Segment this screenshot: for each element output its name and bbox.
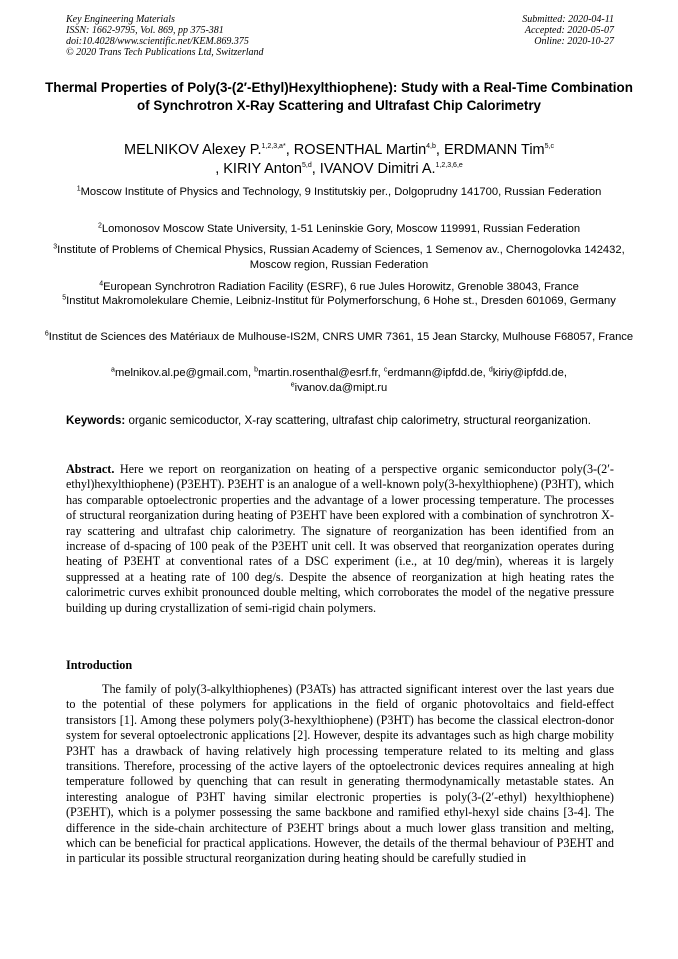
affiliation-text: Institut de Sciences des Matériaux de Mulhouse-IS2M, CNRS UMR 7361, 15 Jean Starcky, Mulhouse F68057, France (48, 331, 634, 343)
author-affil-sup: 5,d (302, 162, 312, 170)
affiliation-sup: 6 (44, 330, 49, 338)
author-affil-sup: 5,c (544, 143, 554, 151)
author-name: , IVANOV Dimitri A. (311, 161, 436, 177)
submitted-date: Submitted: 2020-04-11 (522, 14, 614, 25)
affiliation-text: Lomonosov Moscow State University, 1-51 Leninskie Gory, Moscow 119991, Russian Federation (101, 223, 581, 235)
author-name: , KIRIY Anton (215, 161, 302, 177)
affiliation-6 (40, 330, 638, 345)
email-sup: e (290, 381, 295, 389)
author-affil-sup: 1,2,3,6,e (435, 162, 463, 170)
affiliation-sup: 5 (62, 294, 67, 302)
journal-info (66, 14, 264, 58)
author-name: , ERDMANN Tim (435, 142, 545, 158)
journal-name: Key Engineering Materials (66, 14, 175, 25)
keywords-label: Keywords: (66, 414, 126, 427)
author-list (40, 141, 638, 179)
affiliation-text: Institut Makromolekulare Chemie, Leibniz-Institut für Polymerforschung, 6 Hohe st., Dresden 601069, Germany (66, 295, 616, 307)
introduction-text: The family of poly(3-alkylthiophenes) (P3ATs) has attracted significant interest over the last years due to the potential of these polymers for applications in the field of organic photovoltaics and field-effect transistors [1]. Among these polymers poly(3-hexylthiophene) (P3HT) has become the classical electron-donor system for several optoelectronic applications [2]. However, despite its advantages such as high charge mobility P3HT has a drawback of having relatively high processing temperature related to its melting and glass transitions. Therefore, processing of the active layers of the optoelectronic devices requires annealing at high temperature followed by quenching that can result in generating thermodynamically metastable states. An interesting analogue of P3HT having similar electronic properties is poly(3-(2′-ethyl) hexylthiophene) (P3EHT), which is a polymer possessing the same backbone and ramified ethyl-hexyl side chains [3-4]. The difference in the side-chain architecture of P3EHT brings about a much lower glass transition and melting, which can be beneficial for practical applications. However, the details of the thermal behaviour of P3EHT and in particular its possible structural reorganization during heating should be carefully studied in (66, 682, 614, 866)
affiliation-sup: 4 (99, 280, 104, 288)
keywords (66, 413, 614, 428)
submission-dates (522, 14, 614, 47)
affiliation-text: Institute of Problems of Chemical Physics, Russian Academy of Sciences, 1 Semenov av., Chernogolovka 142432, Moscow region, Russian Federation (57, 244, 625, 271)
journal-doi: doi:10.4028/www.scientific.net/KEM.869.375 (66, 36, 249, 47)
email-sup: d (488, 366, 493, 374)
author-affil-sup: 1,2,3,a* (261, 143, 286, 151)
journal-issn: ISSN: 1662-9795, Vol. 869, pp 375-381 (66, 25, 224, 36)
affiliation-sup: 3 (53, 243, 58, 251)
keywords-text: organic semicoductor, X-ray scattering, ultrafast chip calorimetry, structural reorganization. (125, 414, 591, 427)
email-sup: b (254, 366, 259, 374)
affiliation-2 (40, 222, 638, 237)
author-affil-sup: 4,b (426, 143, 436, 151)
affiliation-text: Moscow Institute of Physics and Technology, 9 Institutskiy per., Dolgoprudny 141700, Russian Federation (80, 186, 602, 198)
online-date: Online: 2020-10-27 (534, 36, 614, 47)
affiliation-sup: 1 (76, 185, 81, 193)
affiliation-1 (40, 185, 638, 200)
accepted-date: Accepted: 2020-05-07 (524, 25, 614, 36)
email-address[interactable]: ivanov.da@mipt.ru (294, 382, 388, 394)
paper-title: Thermal Properties of Poly(3-(2′-Ethyl)Hexylthiophene): Study with a Real-Time Combination of Synchrotron X-Ray Scattering and Ultrafast Chip Calorimetry (45, 80, 633, 113)
abstract-label: Abstract. (66, 462, 115, 476)
affiliation-4 (40, 280, 638, 295)
affiliation-5 (40, 294, 638, 309)
author-name: , ROSENTHAL Martin (285, 142, 427, 158)
author-name: MELNIKOV Alexey P. (124, 142, 262, 158)
email-address[interactable]: kiriy@ipfdd.de, (492, 367, 567, 379)
email-address[interactable]: martin.rosenthal@esrf.fr, (258, 367, 384, 379)
affiliation-sup: 2 (97, 222, 102, 230)
email-sup: c (383, 366, 388, 374)
email-address[interactable]: erdmann@ipfdd.de, (387, 367, 489, 379)
affiliation-3 (40, 243, 638, 273)
affiliation-text: European Synchrotron Radiation Facility (ESRF), 6 rue Jules Horowitz, Grenoble 38043, France (103, 281, 579, 293)
email-list (40, 366, 638, 396)
abstract-text: Here we report on reorganization on heating of a perspective organic semiconductor poly(3-(2′-ethyl)hexylthiophene) (P3EHT). P3EHT is an analogue of a well-known poly(3-hexylthiophene) (P3HT), which has comparable optoelectronic properties and the advantage of a lower processing temperature. The processes of structural reorganization during heating of P3EHT have been explored with a combination of synchrotron X-ray scattering and ultrafast chip calorimetry. The signature of reorganization has been identified from an increase of d-spacing of 100 peak of the P3EHT unit cell. It was observed that reorganization operates during heating of P3EHT at conventional rates of a DSC experiment (i.e., at 10 deg/min), whereas it is largely suppressed at a heating rate of 100 deg/s. Despite the absence of reorganization at high heating rates the calorimetric curves exhibit pronounced double melting, which corroborates the model of the negative pressure building up during crystallization of semi-rigid chain polymers. (66, 462, 614, 615)
journal-copyright: © 2020 Trans Tech Publications Ltd, Switzerland (66, 47, 264, 58)
email-sup: a (111, 366, 115, 374)
email-address[interactable]: melnikov.al.pe@gmail.com, (114, 367, 255, 379)
introduction-heading: Introduction (66, 658, 133, 672)
abstract (66, 462, 614, 616)
